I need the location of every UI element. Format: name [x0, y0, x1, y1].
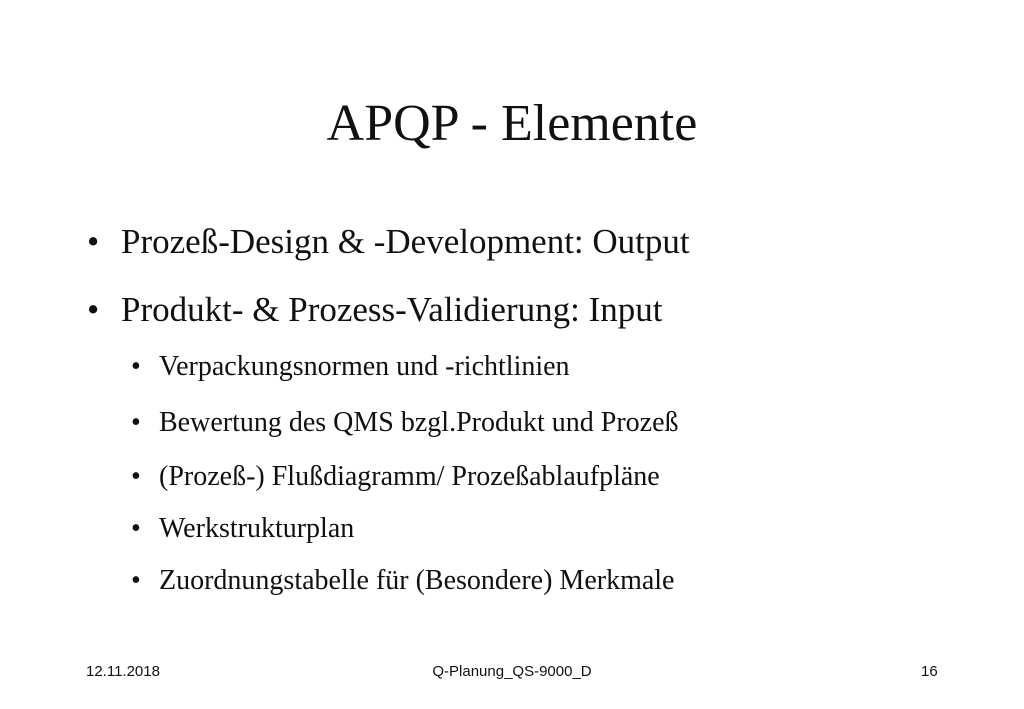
sub-bullet-item: [131, 406, 679, 440]
bullet-marker: •: [131, 513, 141, 544]
bullet-marker: •: [131, 565, 141, 596]
bullet-item: [87, 222, 690, 262]
bullet-text: Produkt- & Prozess-Validierung: Input: [121, 290, 663, 329]
bullet-text: Zuordnungstabelle für (Besondere) Merkmale: [159, 565, 675, 596]
bullet-text: Verpackungsnormen und -richtlinien: [159, 351, 570, 382]
bullet-marker: •: [131, 461, 141, 492]
bullet-item: [87, 290, 663, 330]
bullet-marker: •: [131, 351, 141, 382]
sub-bullet-item: [131, 512, 355, 546]
footer-page-number: 16: [921, 663, 938, 680]
sub-bullet-item: [131, 564, 675, 598]
footer-date: 12.11.2018: [86, 663, 160, 680]
footer-title: Q-Planung_QS-9000_D: [432, 663, 592, 680]
slide-title: APQP - Elemente: [326, 95, 698, 152]
bullet-text: Bewertung des QMS bzgl.Produkt und Prozeß: [159, 407, 679, 438]
bullet-text: (Prozeß-) Flußdiagramm/ Prozeßablaufpläne: [159, 461, 660, 492]
bullet-marker: •: [131, 407, 141, 438]
sub-bullet-item: [131, 350, 570, 384]
bullet-marker: •: [87, 222, 100, 261]
bullet-text: Prozeß-Design & -Development: Output: [121, 222, 690, 261]
bullet-text: Werkstrukturplan: [159, 513, 355, 544]
sub-bullet-item: [131, 460, 660, 494]
bullet-marker: •: [87, 290, 100, 329]
